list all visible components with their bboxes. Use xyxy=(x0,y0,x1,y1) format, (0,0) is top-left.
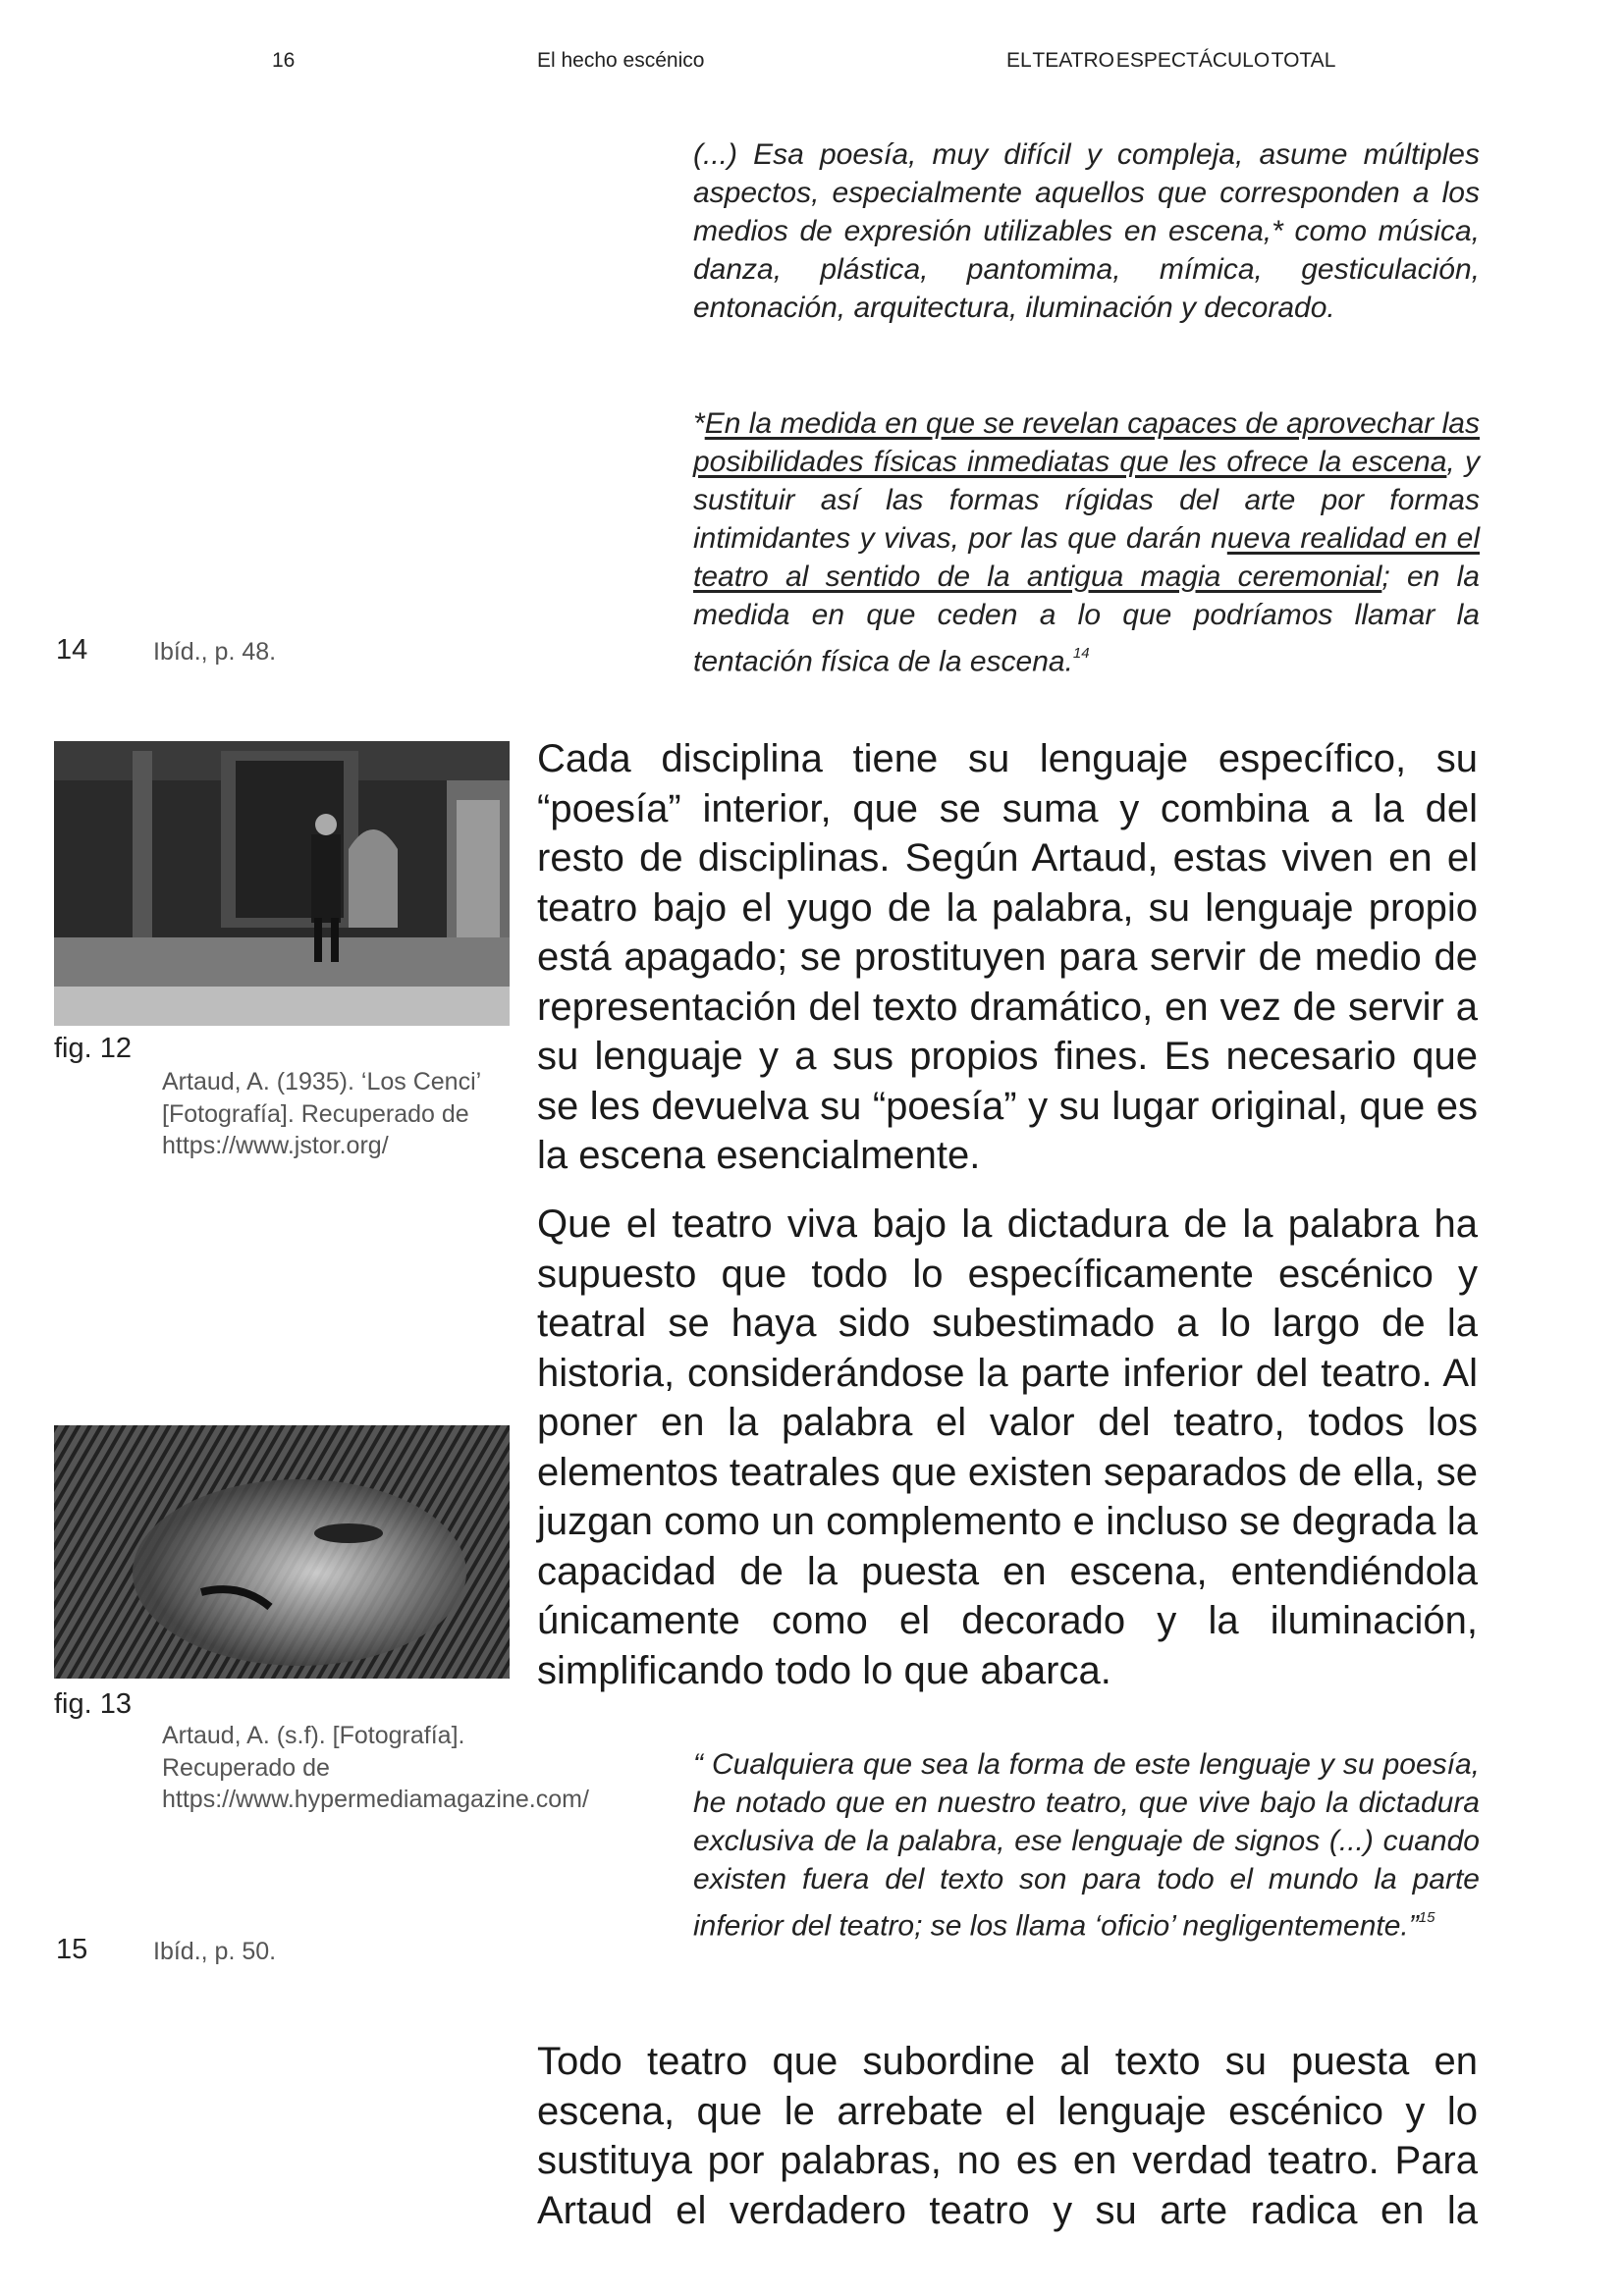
running-header-section: El hecho escénico xyxy=(537,49,705,72)
underlined-text: ueva realidad en el teatro al sentido de la antigua magia ceremonial xyxy=(693,522,1480,593)
footnote-ref: 14 xyxy=(1072,645,1090,662)
block-quote-1: (...) Esa poesía, muy difícil y compleja, asume múltiples aspectos, especialmente aquellos que corresponden a los medios de expresión utilizables en escena,* como música, danza, plástica, pantomima, mímica, gesticulación, entonación, arquitectura, iluminación y decorado. xyxy=(693,138,1480,324)
underlined-text: En la medida en que se revelan capaces de aprovechar las posibilidades físicas inmediatas que les ofrece la escena xyxy=(693,407,1480,478)
quote-text: , y sustituir así las formas rígidas del arte por formas intimidantes y vivas, por las que darán n xyxy=(693,446,1481,555)
asterisk: * xyxy=(693,407,705,440)
figure-13-label: fig. 13 xyxy=(54,1688,132,1720)
running-header-chapter: EL TEATRO ESPECTÁCULO TOTAL xyxy=(1006,49,1336,72)
block-quote-3 xyxy=(693,1745,1480,1946)
block-quote-2 xyxy=(693,404,1480,681)
figure-13-caption: Artaud, A. (s.f). [Fotografía]. Recuperado de https://www.hypermediamagazine.com/ xyxy=(162,1722,589,1813)
page-number: 16 xyxy=(272,49,296,72)
footnote-text: Ibíd., p. 48. xyxy=(153,638,277,666)
footnote-text: Ibíd., p. 50. xyxy=(153,1938,277,1965)
body-paragraph-1: Cada disciplina tiene su lenguaje específico, su “poesía” interior, que se suma y combina a la del resto de disciplinas. Según Artaud, estas viven en el teatro bajo el yugo de la palabra, su lenguaje propio está apagado; se prostituyen para servir de medio de representación del texto dramático, en vez de servir a su lenguaje y a sus propios fines. Es necesario que se les devuelva su “poesía” y su lugar original, que es la escena esencialmente. xyxy=(537,737,1478,1177)
body-paragraph-3: Todo teatro que subordine al texto su puesta en escena, que le arrebate el lenguaje escénico y lo sustituya por palabras, no es en verdad teatro. Para Artaud el verdadero teatro y su arte radica en la xyxy=(537,2040,1478,2232)
figure-12-label: fig. 12 xyxy=(54,1033,132,1064)
footnote-number: 14 xyxy=(56,634,88,666)
figure-12-caption: Artaud, A. (1935). ‘Los Cenci’ [Fotografía]. Recuperado de https://www.jstor.org/ xyxy=(162,1068,481,1159)
figure-13-photo xyxy=(54,1425,510,1679)
figure-12-photo xyxy=(54,741,510,1026)
footnote-number: 15 xyxy=(56,1934,88,1965)
quote-text: ; en la medida en que ceden a lo que podríamos llamar la tentación física de la escena. xyxy=(693,561,1480,678)
footnote-ref: 15 xyxy=(1418,1909,1435,1926)
body-paragraph-2: Que el teatro viva bajo la dictadura de la palabra ha supuesto que todo lo específicamente escénico y teatral se haya sido subestimado a lo largo de la historia, considerándose la parte inferior del teatro. Al poner en la palabra el valor del teatro, todos los elementos teatrales que existen separados de ella, se juzgan como un complemento e incluso se degrada la capacidad de la puesta en escena, entendiéndola únicamente como el decorado y la iluminación, simplificando todo lo que abarca. xyxy=(537,1202,1478,1692)
quote-text: “ Cualquiera que sea la forma de este lenguaje y su poesía, he notado que en nuestro teatro, que vive bajo la dictadura exclusiva de la palabra, ese lenguaje de signos (...) cuando existen fuera del texto son para todo el mundo la parte inferior del teatro; se los llama ‘oficio’ negligentemente.” xyxy=(693,1748,1480,1943)
